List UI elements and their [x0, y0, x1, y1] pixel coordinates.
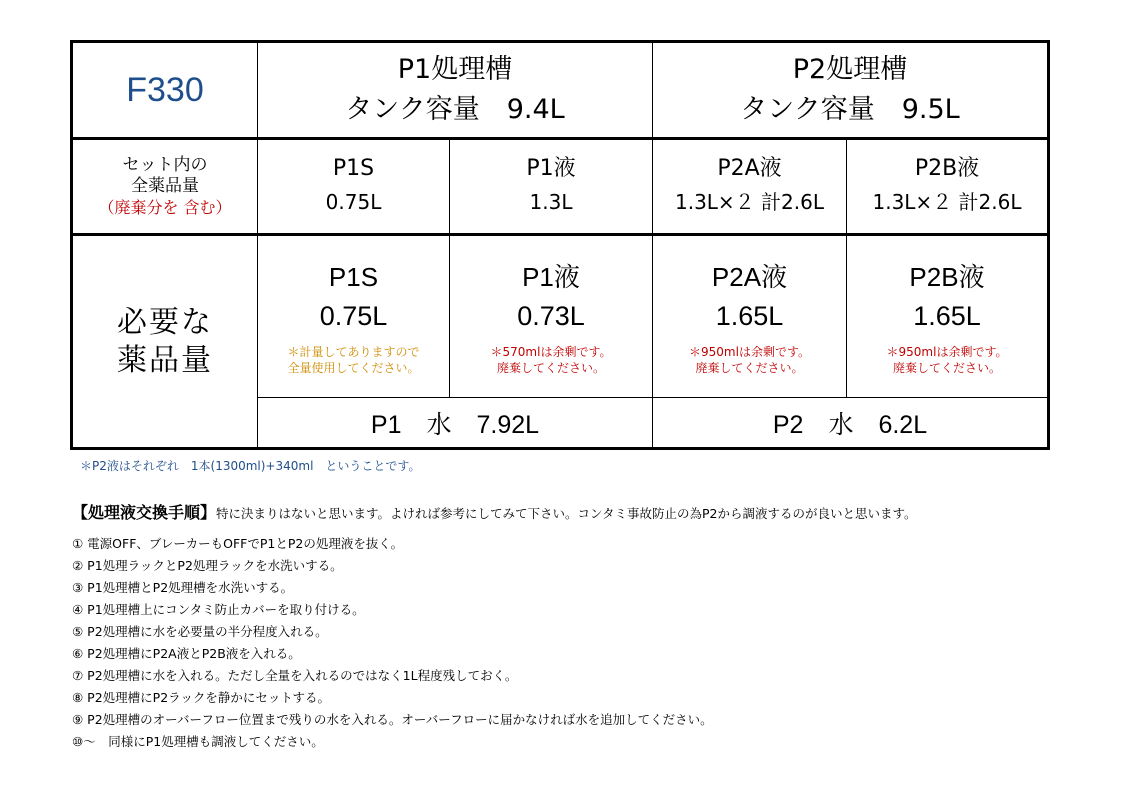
kit-name: P1液	[526, 155, 576, 181]
required-note	[287, 344, 419, 376]
kit-label-line1: セット内の	[122, 155, 208, 175]
note-line2: 廃棄してください。	[496, 360, 605, 375]
required-label-cell	[73, 236, 257, 447]
required-label-line2: 薬品量	[117, 342, 213, 378]
required-label-line1: 必要な	[117, 304, 213, 340]
kit-volume: 1.3L×２ 計2.6L	[872, 189, 1022, 214]
note-line2: 廃棄してください。	[695, 360, 804, 375]
model-name	[73, 43, 257, 137]
procedure-step: ① 電源OFF、ブレーカーもOFFでP1とP2の処理液を抜く。	[72, 536, 404, 551]
kit-label-line3: （廃棄分を 含む）	[98, 198, 232, 217]
procedure-step: ⑩～ 同様にP1処理槽も調液してください。	[72, 734, 324, 749]
procedure-intro: 特に決まりはないと思います。よければ参考にしてみて下さい。コンタミ事故防止の為P2から調液するのが良いと思います。	[216, 506, 917, 521]
required-name: P1液	[522, 261, 580, 292]
p2-tank-capacity: タンク容量 9.5L	[740, 94, 960, 125]
procedure-header	[72, 500, 1062, 523]
procedure-steps	[72, 533, 1062, 753]
procedure-step: ④ P1処理槽上にコンタミ防止カバーを取り付ける。	[72, 602, 365, 617]
required-name: P2A液	[711, 261, 788, 292]
note-line1: ＊570mlは余剰です。	[490, 344, 612, 359]
kit-name: P2A液	[717, 155, 782, 181]
procedure-step: ③ P1処理槽とP2処理槽を水洗いする。	[72, 580, 294, 595]
required-name: P2B液	[909, 261, 985, 292]
required-note	[689, 344, 810, 376]
required-volume: 1.65L	[913, 300, 981, 331]
kit-cell-p1	[450, 140, 652, 233]
procedure-title: 【処理液交換手順】	[72, 503, 217, 522]
water-p2: P2 水 6.2L	[772, 410, 928, 439]
p2-tank-title: P2処理槽	[792, 54, 908, 85]
p1-tank-header	[258, 43, 652, 137]
required-note	[887, 344, 1008, 376]
required-volume: 1.65L	[715, 300, 784, 331]
model-label: F330	[126, 70, 204, 109]
kit-cell-p2a	[653, 140, 846, 233]
kit-volume: 0.75L	[325, 189, 382, 214]
procedure-step: ⑥ P2処理槽にP2A液とP2B液を入れる。	[72, 646, 301, 661]
required-volume: 0.75L	[319, 300, 388, 331]
required-name: P1S	[328, 261, 379, 292]
water-cell-p2	[653, 398, 1047, 447]
kit-volume: 1.3L	[529, 189, 573, 214]
chemical-table	[70, 40, 1050, 450]
note-line2: 全量使用してください。	[287, 360, 420, 375]
procedure-step: ② P1処理ラックとP2処理ラックを水洗いする。	[72, 558, 343, 573]
table-footnote: ＊P2液はそれぞれ 1本(1300ml)+340ml ということです。	[80, 459, 421, 473]
note-line1: ＊計量してありますので	[287, 344, 420, 359]
kit-cell-p1s	[258, 140, 449, 233]
procedure-step: ⑨ P2処理槽のオーバーフロー位置まで残りの水を入れる。オーバーフローに届かなければ水を追加してください。	[72, 712, 713, 727]
note-line1: ＊950mlは余剰です。	[689, 344, 810, 359]
kit-name: P1S	[332, 155, 375, 181]
kit-cell-p2b	[847, 140, 1047, 233]
procedure-step: ⑦ P2処理槽に水を入れる。ただし全量を入れるのではなく1L程度残しておく。	[72, 668, 518, 683]
water-p1: P1 水 7.92L	[370, 410, 540, 439]
p2-tank-header	[653, 43, 1047, 137]
required-cell-p1s	[258, 236, 449, 397]
p1-tank-title: P1処理槽	[397, 54, 513, 85]
water-cell-p1	[258, 398, 652, 447]
procedure-step: ⑤ P2処理槽に水を必要量の半分程度入れる。	[72, 624, 328, 639]
note-line1: ＊950mlは余剰です。	[886, 344, 1008, 359]
procedure-step: ⑧ P2処理槽にP2ラックを静かにセットする。	[72, 690, 331, 705]
procedure-section	[72, 500, 1062, 753]
required-volume: 0.73L	[517, 300, 585, 331]
kit-name: P2B液	[914, 155, 980, 181]
kit-label-line2: 全薬品量	[131, 176, 199, 196]
note-line2: 廃棄してください。	[892, 360, 1001, 375]
required-cell-p2b	[847, 236, 1047, 397]
required-cell-p1	[450, 236, 652, 397]
required-note	[491, 344, 612, 376]
required-cell-p2a	[653, 236, 846, 397]
kit-label-cell	[73, 140, 257, 233]
p1-tank-capacity: タンク容量 9.4L	[345, 94, 565, 125]
kit-volume: 1.3L×２ 計2.6L	[674, 189, 824, 214]
